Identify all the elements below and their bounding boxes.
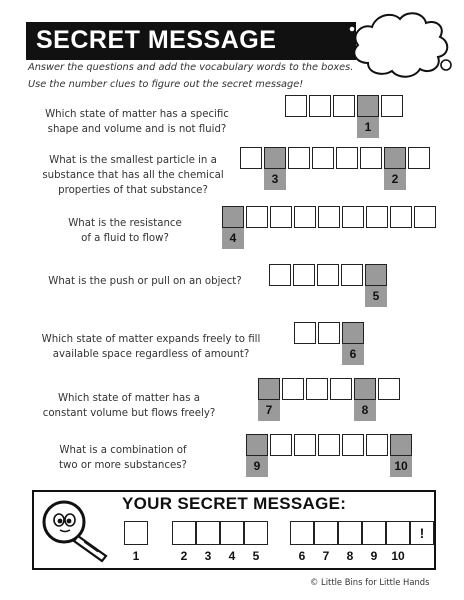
answer-box-clue[interactable] (384, 147, 406, 169)
answer-box-clue[interactable] (246, 434, 268, 456)
secret-box[interactable] (196, 521, 220, 545)
question-2-line-2: substance that has all the chemical (42, 170, 224, 181)
instruction-line-1: Answer the questions and add the vocabulary words to the boxes. (28, 62, 354, 73)
answer-box[interactable] (336, 147, 358, 169)
clue-number: 10 (390, 456, 412, 477)
answer-box[interactable] (330, 378, 352, 400)
secret-number: 2 (180, 549, 188, 563)
question-5-line-2: available space regardless of amount? (52, 349, 250, 360)
ink-splat-graphic (340, 5, 458, 81)
answer-box[interactable] (317, 264, 339, 286)
secret-box[interactable] (290, 521, 314, 545)
answer-box-clue[interactable] (354, 378, 376, 400)
question-6-line-2: constant volume but flows freely? (42, 408, 216, 419)
answer-box[interactable] (288, 147, 310, 169)
instruction-line-2: Use the number clues to figure out the secret message! (28, 79, 304, 90)
answer-box[interactable] (270, 434, 292, 456)
answer-box[interactable] (333, 95, 355, 117)
answer-box[interactable] (360, 147, 382, 169)
question-1-line-1: Which state of matter has a specific (45, 109, 229, 120)
question-2-line-1: What is the smallest particle in a (49, 155, 217, 166)
answer-box[interactable] (378, 378, 400, 400)
secret-box[interactable] (362, 521, 386, 545)
answer-box[interactable] (294, 206, 316, 228)
copyright-text: © Little Bins for Little Hands (310, 577, 430, 587)
secret-box[interactable] (386, 521, 410, 545)
answer-box[interactable] (306, 378, 328, 400)
question-6 (14, 391, 244, 421)
question-5 (36, 332, 266, 362)
page-title: SECRET MESSAGE (36, 26, 277, 54)
secret-box[interactable] (220, 521, 244, 545)
answer-box-clue[interactable] (390, 434, 412, 456)
question-3-line-1: What is the resistance (68, 218, 182, 229)
answer-box-clue[interactable] (222, 206, 244, 228)
secret-box[interactable] (172, 521, 196, 545)
question-6-line-1: Which state of matter has a (57, 393, 201, 404)
answer-box[interactable] (390, 206, 412, 228)
question-2-line-3: properties of that substance? (58, 185, 208, 196)
answer-box-clue[interactable] (264, 147, 286, 169)
clue-number: 5 (365, 286, 387, 307)
secret-box[interactable] (244, 521, 268, 545)
clue-number: 3 (264, 169, 286, 190)
answer-box[interactable] (240, 147, 262, 169)
question-7 (8, 443, 238, 473)
secret-number: 10 (391, 549, 405, 563)
question-3 (10, 216, 240, 246)
magnifying-glass-icon (36, 496, 116, 564)
question-3-line-2: of a fluid to flow? (81, 233, 169, 244)
question-7-line-1: What is a combination of (59, 445, 187, 456)
secret-box[interactable] (124, 521, 148, 545)
answer-box-clue[interactable] (357, 95, 379, 117)
answer-box[interactable] (318, 206, 340, 228)
secret-number: 1 (132, 549, 140, 563)
secret-number: 3 (204, 549, 212, 563)
secret-number: 5 (252, 549, 260, 563)
secret-number: 8 (346, 549, 354, 563)
answer-box[interactable] (312, 147, 334, 169)
answer-box[interactable] (318, 434, 340, 456)
answer-box[interactable] (381, 95, 403, 117)
answer-box[interactable] (318, 322, 340, 344)
answer-box[interactable] (270, 206, 292, 228)
answer-box[interactable] (285, 95, 307, 117)
answer-box[interactable] (294, 322, 316, 344)
secret-number: 9 (370, 549, 378, 563)
exclamation-box: ! (410, 521, 434, 545)
secret-number: 6 (298, 549, 306, 563)
answer-box[interactable] (342, 206, 364, 228)
clue-number: 6 (342, 344, 364, 365)
question-2 (18, 153, 248, 198)
secret-number: 7 (322, 549, 330, 563)
clue-number: 9 (246, 456, 268, 477)
answer-box[interactable] (414, 206, 436, 228)
clue-number: 2 (384, 169, 406, 190)
answer-box[interactable] (341, 264, 363, 286)
answer-box[interactable] (294, 434, 316, 456)
answer-box-clue[interactable] (365, 264, 387, 286)
clue-number: 4 (222, 228, 244, 249)
answer-box[interactable] (282, 378, 304, 400)
secret-message-title: YOUR SECRET MESSAGE: (122, 494, 347, 513)
secret-number: 4 (228, 549, 236, 563)
question-1-line-2: shape and volume and is not fluid? (47, 124, 227, 135)
clue-number: 8 (354, 400, 376, 421)
answer-box[interactable] (246, 206, 268, 228)
secret-box[interactable] (314, 521, 338, 545)
question-5-line-1: Which state of matter expands freely to fill (41, 334, 261, 345)
question-4-line-1: What is the push or pull on an object? (48, 276, 242, 287)
clue-number: 7 (258, 400, 280, 421)
answer-box-clue[interactable] (258, 378, 280, 400)
answer-box[interactable] (366, 206, 388, 228)
answer-box[interactable] (309, 95, 331, 117)
answer-box-clue[interactable] (342, 322, 364, 344)
answer-box[interactable] (408, 147, 430, 169)
answer-box[interactable] (366, 434, 388, 456)
clue-number: 1 (357, 117, 379, 138)
answer-box[interactable] (342, 434, 364, 456)
question-7-line-2: two or more substances? (59, 460, 187, 471)
answer-box[interactable] (293, 264, 315, 286)
question-4 (30, 274, 260, 289)
answer-box[interactable] (269, 264, 291, 286)
question-1 (22, 107, 252, 137)
secret-box[interactable] (338, 521, 362, 545)
